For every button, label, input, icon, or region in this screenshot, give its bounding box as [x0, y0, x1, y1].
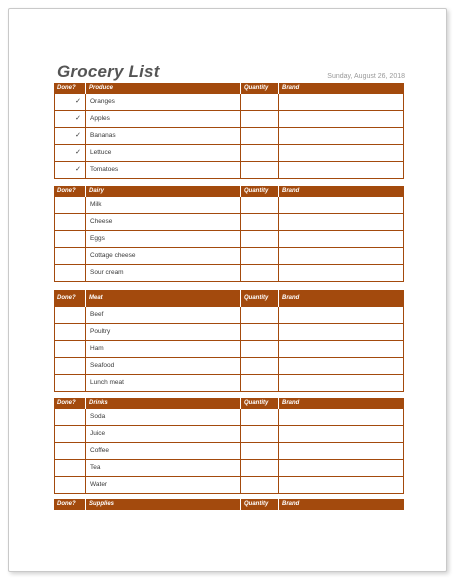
done-cell[interactable]	[54, 358, 86, 374]
category-header: Meat	[86, 290, 241, 307]
item-name[interactable]: Tomatoes	[86, 162, 241, 178]
section-drinks	[54, 398, 404, 494]
done-cell[interactable]	[54, 307, 86, 323]
quantity-column-header: Quantity	[241, 186, 279, 197]
table-row	[54, 128, 404, 145]
item-name[interactable]: Oranges	[86, 94, 241, 110]
quantity-cell[interactable]	[241, 231, 279, 247]
quantity-cell[interactable]	[241, 265, 279, 281]
done-cell[interactable]	[54, 231, 86, 247]
table-row	[54, 145, 404, 162]
section-header	[54, 398, 404, 409]
done-cell[interactable]	[54, 162, 86, 178]
brand-cell[interactable]	[279, 265, 404, 281]
item-name[interactable]: Ham	[86, 341, 241, 357]
section-meat	[54, 290, 404, 392]
item-name[interactable]: Water	[86, 477, 241, 493]
table-row	[54, 341, 404, 358]
category-header: Produce	[86, 83, 241, 94]
item-name[interactable]: Sour cream	[86, 265, 241, 281]
table-row	[54, 248, 404, 265]
quantity-column-header: Quantity	[241, 398, 279, 409]
brand-cell[interactable]	[279, 128, 404, 144]
done-cell[interactable]	[54, 248, 86, 264]
section-header	[54, 186, 404, 197]
checkmark-icon: ✓	[75, 98, 81, 105]
section-header	[54, 290, 404, 307]
quantity-cell[interactable]	[241, 248, 279, 264]
done-cell[interactable]	[54, 324, 86, 340]
category-header: Supplies	[86, 499, 241, 510]
quantity-cell[interactable]	[241, 307, 279, 323]
item-name[interactable]: Seafood	[86, 358, 241, 374]
item-name[interactable]: Milk	[86, 197, 241, 213]
category-header: Dairy	[86, 186, 241, 197]
brand-cell[interactable]	[279, 460, 404, 476]
quantity-cell[interactable]	[241, 443, 279, 459]
table-row	[54, 375, 404, 392]
table-row	[54, 214, 404, 231]
brand-cell[interactable]	[279, 375, 404, 391]
quantity-cell[interactable]	[241, 477, 279, 493]
brand-cell[interactable]	[279, 409, 404, 425]
brand-column-header: Brand	[282, 188, 300, 194]
quantity-cell[interactable]	[241, 111, 279, 127]
done-column-header: Done?	[54, 83, 86, 94]
quantity-cell[interactable]	[241, 324, 279, 340]
item-name[interactable]: Lunch meat	[86, 375, 241, 391]
done-cell[interactable]	[54, 197, 86, 213]
quantity-cell[interactable]	[241, 128, 279, 144]
done-cell[interactable]	[54, 375, 86, 391]
brand-cell[interactable]	[279, 324, 404, 340]
brand-cell[interactable]	[279, 248, 404, 264]
quantity-cell[interactable]	[241, 94, 279, 110]
brand-column-header: Brand	[282, 400, 300, 406]
done-cell[interactable]	[54, 477, 86, 493]
brand-cell[interactable]	[279, 214, 404, 230]
done-cell[interactable]	[54, 94, 86, 110]
checkmark-icon: ✓	[75, 132, 81, 139]
table-row	[54, 324, 404, 341]
done-cell[interactable]	[54, 111, 86, 127]
table-row	[54, 265, 404, 282]
table-row	[54, 111, 404, 128]
table-row	[54, 460, 404, 477]
section-dairy	[54, 186, 404, 282]
brand-cell[interactable]	[279, 443, 404, 459]
quantity-cell[interactable]	[241, 375, 279, 391]
category-header: Drinks	[86, 398, 241, 409]
brand-column-header: Brand	[282, 501, 300, 507]
done-cell[interactable]	[54, 145, 86, 161]
quantity-cell[interactable]	[241, 197, 279, 213]
item-name[interactable]: Beef	[86, 307, 241, 323]
brand-column-header: Brand	[282, 85, 300, 91]
done-column-header: Done?	[54, 186, 86, 197]
quantity-cell[interactable]	[241, 460, 279, 476]
item-name[interactable]: Lettuce	[86, 145, 241, 161]
checkmark-icon: ✓	[75, 149, 81, 156]
item-name[interactable]: Poultry	[86, 324, 241, 340]
table-row	[54, 443, 404, 460]
item-name[interactable]: Tea	[86, 460, 241, 476]
quantity-cell[interactable]	[241, 409, 279, 425]
table-row	[54, 231, 404, 248]
quantity-column-header: Quantity	[241, 499, 279, 510]
section-header	[54, 499, 404, 510]
done-cell[interactable]	[54, 409, 86, 425]
page-title: Grocery List	[57, 62, 160, 81]
table-row	[54, 94, 404, 111]
brand-cell[interactable]	[279, 197, 404, 213]
done-cell[interactable]	[54, 265, 86, 281]
section-header	[54, 83, 404, 94]
quantity-cell[interactable]	[241, 214, 279, 230]
table-row	[54, 197, 404, 214]
item-name[interactable]: Bananas	[86, 128, 241, 144]
item-name[interactable]: Cottage cheese	[86, 248, 241, 264]
brand-cell[interactable]	[279, 477, 404, 493]
done-column-header: Done?	[54, 398, 86, 409]
table-row	[54, 162, 404, 179]
quantity-column-header: Quantity	[241, 83, 279, 94]
table-row	[54, 409, 404, 426]
section-supplies	[54, 499, 404, 510]
table-row	[54, 358, 404, 375]
done-cell[interactable]	[54, 426, 86, 442]
quantity-column-header: Quantity	[241, 290, 279, 307]
brand-cell[interactable]	[279, 145, 404, 161]
brand-cell[interactable]	[279, 231, 404, 247]
quantity-cell[interactable]	[241, 341, 279, 357]
table-row	[54, 426, 404, 443]
table-row	[54, 307, 404, 324]
date-label: Sunday, August 26, 2018	[327, 73, 405, 80]
done-cell[interactable]	[54, 214, 86, 230]
brand-cell[interactable]	[279, 341, 404, 357]
item-name[interactable]: Juice	[86, 426, 241, 442]
checkmark-icon: ✓	[75, 166, 81, 173]
brand-cell[interactable]	[279, 358, 404, 374]
brand-cell[interactable]	[279, 94, 404, 110]
table-row	[54, 477, 404, 494]
done-cell[interactable]	[54, 460, 86, 476]
done-cell[interactable]	[54, 443, 86, 459]
brand-cell[interactable]	[279, 307, 404, 323]
done-cell[interactable]	[54, 128, 86, 144]
item-name[interactable]: Cheese	[86, 214, 241, 230]
brand-column-header: Brand	[282, 295, 300, 301]
item-name[interactable]: Soda	[86, 409, 241, 425]
done-column-header: Done?	[54, 499, 86, 510]
quantity-cell[interactable]	[241, 426, 279, 442]
checkmark-icon: ✓	[75, 115, 81, 122]
quantity-cell[interactable]	[241, 145, 279, 161]
item-name[interactable]: Coffee	[86, 443, 241, 459]
item-name[interactable]: Eggs	[86, 231, 241, 247]
quantity-cell[interactable]	[241, 162, 279, 178]
quantity-cell[interactable]	[241, 358, 279, 374]
brand-cell[interactable]	[279, 426, 404, 442]
done-column-header: Done?	[54, 290, 86, 307]
brand-cell[interactable]	[279, 162, 404, 178]
brand-cell[interactable]	[279, 111, 404, 127]
done-cell[interactable]	[54, 341, 86, 357]
section-produce	[54, 83, 404, 179]
item-name[interactable]: Apples	[86, 111, 241, 127]
